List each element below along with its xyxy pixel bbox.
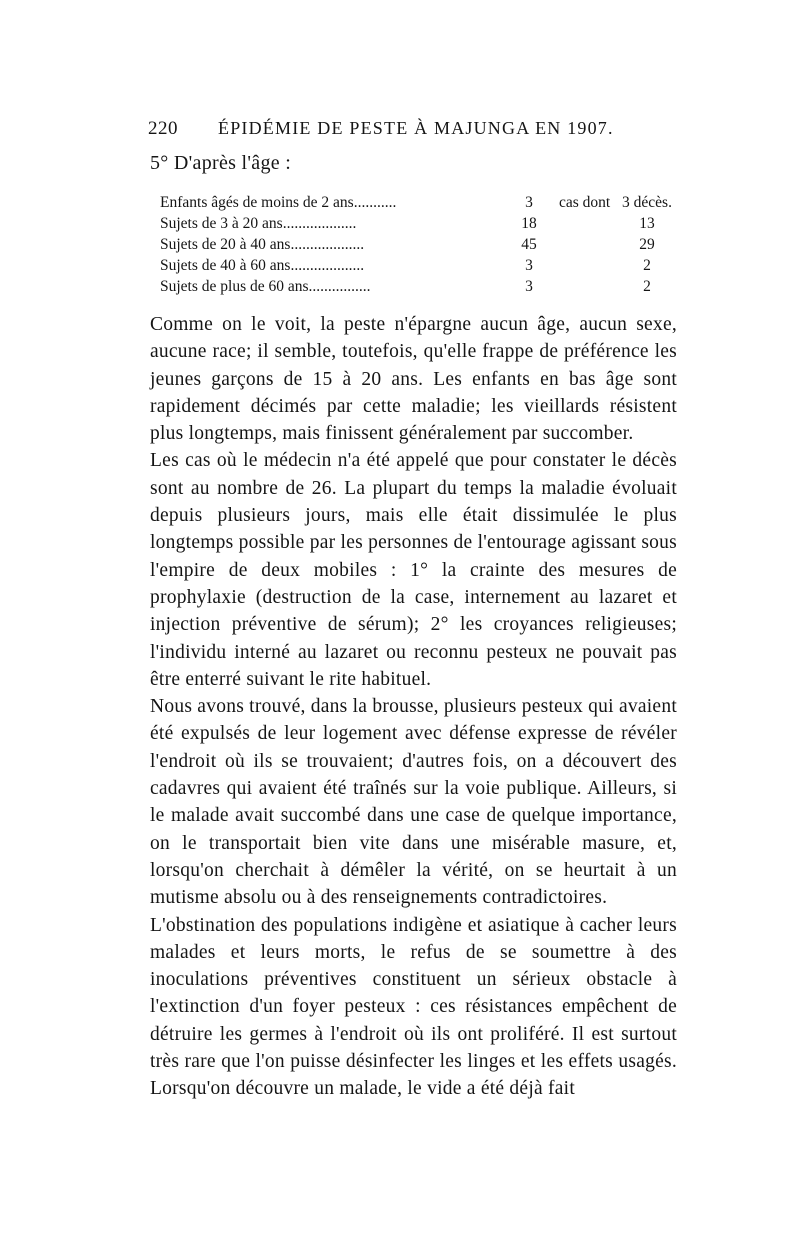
age-label: Sujets de 40 à 60 ans................... <box>160 257 365 274</box>
running-header <box>148 118 675 144</box>
table-row <box>160 213 678 234</box>
table-row <box>160 192 678 213</box>
table-row <box>160 234 678 255</box>
body-text <box>150 311 677 1103</box>
paragraph-hidden-cases: Nous avons trouvé, dans la brousse, plusieurs pesteux qui avaient été expulsés de leur logement avec défense expresse de révéler l'endroit où ils se trouvaient; d'autres fois, on a découvert des cadavres qui avaient été traînés sur la voie publique. Ailleurs, si le malade avait succombé dans une case de quelque importance, on le transportait bien vite dans une misérable masure, et, lorsqu'on cherchait à démêler la vérité, on se heurtait à un mutisme absolu ou à des renseignements contradictoires. <box>150 696 677 909</box>
death-count: 29 <box>639 236 655 253</box>
cas-dont-label: cas dont <box>559 194 611 211</box>
cas-dont-label <box>559 213 616 234</box>
case-count: 3 <box>525 194 533 211</box>
case-count: 18 <box>521 215 537 232</box>
paragraph-population-resistance: L'obstination des populations indigène et asiatique à cacher leurs malades et leurs morts, le refus de se soumettre à des inoculations préventives constituent un sérieux obstacle à l'extinction d'un foyer pesteux : ces résistances empêchent de détruire les germes à l'endroit où ils ont proliféré. Il est surtout très rare que l'on puisse désinfecter les linges et les effets usagés. Lorsqu'on découvre un malade, le vide a été déjà fait <box>150 914 677 1100</box>
case-count: 3 <box>525 278 533 295</box>
cas-dont-label <box>559 234 616 255</box>
age-label: Sujets de 20 à 40 ans................... <box>160 236 365 253</box>
case-count: 3 <box>525 257 533 274</box>
death-count: 2 <box>643 278 651 295</box>
death-count: 13 <box>639 215 655 232</box>
age-label: Sujets de 3 à 20 ans................... <box>160 215 357 232</box>
age-table <box>160 192 678 297</box>
age-label: Sujets de plus de 60 ans................ <box>160 278 371 295</box>
age-label: Enfants âgés de moins de 2 ans........... <box>160 194 397 211</box>
cas-dont-label <box>559 255 616 276</box>
paragraph-death-reports: Les cas où le médecin n'a été appelé que pour constater le décès sont au nombre de 26. La plupart du temps la maladie évoluait depuis plusieurs jours, mais elle était dissimulée le plus longtemps possible par les personnes de l'entourage agissant sous l'empire de deux mobiles : 1° la crainte des mesures de prophylaxie (destruction de la case, internement au lazaret et injection préventive de sérum); 2° les croyances religieuses; l'individu interné au lazaret ou reconnu pesteux ne pouvait pas être enterré suivant le rite habituel. <box>150 450 677 690</box>
running-title: ÉPIDÉMIE DE PESTE À MAJUNGA EN 1907. <box>218 118 614 138</box>
case-count: 45 <box>521 236 537 253</box>
death-count: 2 <box>643 257 651 274</box>
section-heading: 5° D'après l'âge : <box>150 152 292 174</box>
table-row <box>160 255 678 276</box>
page-number: 220 <box>148 118 178 139</box>
cas-dont-label <box>559 276 616 297</box>
table-row <box>160 276 678 297</box>
paragraph-age-susceptibility: Comme on le voit, la peste n'épargne aucun âge, aucun sexe, aucune race; il semble, toutefois, qu'elle frappe de préférence les jeunes garçons de 15 à 20 ans. Les enfants en bas âge sont rapidement décimés par cette maladie; les vieillards résistent plus longtemps, mais finissent généralement par succomber. <box>150 314 677 445</box>
death-count: 3 décès. <box>622 194 672 211</box>
